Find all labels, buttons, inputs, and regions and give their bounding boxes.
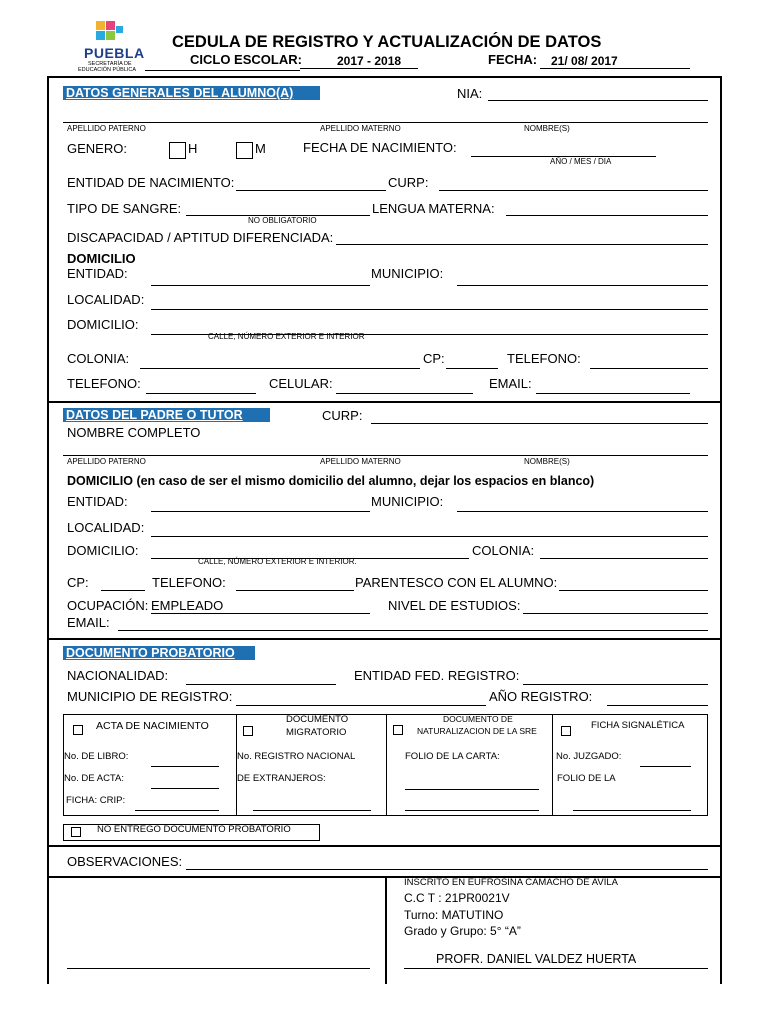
- curp-label: CURP:: [388, 175, 429, 190]
- alumno-entidad-label: ENTIDAD:: [67, 266, 128, 281]
- padre-nombre-field[interactable]: [63, 455, 708, 456]
- turno-text: Turno: MATUTINO: [404, 908, 504, 922]
- tipo-sangre-label: TIPO DE SANGRE:: [67, 201, 182, 216]
- alumno-celular-field[interactable]: [336, 393, 473, 394]
- genero-h-checkbox[interactable]: [169, 142, 186, 159]
- padre-localidad-label: LOCALIDAD:: [67, 520, 145, 535]
- alumno-apellido-paterno-label: APELLIDO PATERNO: [67, 124, 146, 133]
- padre-email-label: EMAIL:: [67, 615, 110, 630]
- naturalizacion-folio-label: FOLIO DE LA CARTA:: [405, 751, 500, 762]
- naturalizacion-checkbox[interactable]: [393, 725, 403, 735]
- alumno-email-field[interactable]: [536, 393, 690, 394]
- nia-field[interactable]: [488, 100, 708, 101]
- fecha-value[interactable]: 21/ 08/ 2017: [551, 54, 618, 68]
- padre-cp-field[interactable]: [101, 590, 145, 591]
- anio-reg-field[interactable]: [607, 705, 708, 706]
- padre-section-title: DATOS DEL PADRE O TUTOR: [63, 408, 270, 422]
- alumno-localidad-label: LOCALIDAD:: [67, 292, 145, 307]
- anio-reg-label: AÑO REGISTRO:: [489, 689, 593, 704]
- acta-numero-field[interactable]: [151, 788, 219, 789]
- fecha-label: FECHA:: [488, 52, 538, 67]
- padre-ocupacion-value[interactable]: EMPLEADO: [151, 598, 224, 613]
- fecha-nac-hint: AÑO / MES / DIA: [550, 157, 612, 166]
- observaciones-label: OBSERVACIONES:: [67, 854, 183, 869]
- fecha-nac-label: FECHA DE NACIMIENTO:: [303, 140, 457, 155]
- padre-parentesco-field[interactable]: [559, 590, 708, 591]
- alumno-apellido-materno-label: APELLIDO MATERNO: [320, 124, 401, 133]
- ficha-title: FICHA SIGNALÉTICA: [591, 720, 685, 731]
- padre-domicilio-note-text: (en caso de ser el mismo domicilio del alumno, dejar los espacios en blanco): [132, 474, 595, 488]
- logo-sub2: EDUCACIÓN PÚBLICA: [78, 67, 137, 73]
- acta-ficha-label: FICHA: CRIP:: [66, 795, 126, 806]
- padre-domicilio-label: DOMICILIO:: [67, 543, 139, 558]
- alumno-telefono2-label: TELEFONO:: [67, 376, 141, 391]
- migratorio-title2: MIGRATORIO: [286, 727, 347, 738]
- padre-localidad-field[interactable]: [151, 536, 708, 537]
- alumno-municipio-field[interactable]: [457, 285, 708, 286]
- form-title: CEDULA DE REGISTRO Y ACTUALIZACIÓN DE DATOS: [172, 33, 602, 51]
- alumno-email-label: EMAIL:: [489, 376, 532, 391]
- padre-domicilio-note: [67, 474, 594, 489]
- padre-nombre-completo: NOMBRE COMPLETO: [67, 425, 201, 440]
- curp-field[interactable]: [439, 190, 708, 191]
- logo-name: PUEBLA: [84, 45, 145, 61]
- migratorio-extranjeros-label: DE EXTRANJEROS:: [237, 773, 326, 784]
- genero-h-label: H: [188, 141, 198, 156]
- alumno-colonia-label: COLONIA:: [67, 351, 130, 366]
- acta-ficha-field[interactable]: [135, 810, 219, 811]
- alumno-nombres-label: NOMBRE(S): [524, 124, 570, 133]
- municipio-reg-label: MUNICIPIO DE REGISTRO:: [67, 689, 233, 704]
- padre-municipio-field[interactable]: [457, 511, 708, 512]
- genero-m-checkbox[interactable]: [236, 142, 253, 159]
- lengua-label: LENGUA MATERNA:: [372, 201, 495, 216]
- padre-ocupacion-label: OCUPACIÓN:: [67, 598, 149, 613]
- no-entrego-label: NO ENTREGO DOCUMENTO PROBATORIO: [97, 824, 291, 835]
- observaciones-field[interactable]: [186, 869, 708, 870]
- entidad-nac-field[interactable]: [236, 190, 386, 191]
- padre-telefono-field[interactable]: [236, 590, 354, 591]
- logo-sub1: SECRETARÍA DE: [88, 61, 132, 67]
- migratorio-field[interactable]: [253, 810, 371, 811]
- documento-section-title: DOCUMENTO PROBATORIO: [63, 646, 255, 660]
- acta-libro-label: No. DE LIBRO:: [64, 751, 129, 762]
- alumno-domicilio-label: DOMICILIO:: [67, 317, 139, 332]
- nia-label: NIA:: [457, 86, 483, 101]
- padre-apellido-paterno-label: APELLIDO PATERNO: [67, 457, 146, 466]
- discapacidad-label: DISCAPACIDAD / APTITUD DIFERENCIADA:: [67, 230, 334, 245]
- migratorio-title1: DOCUMENTO: [286, 714, 349, 725]
- discapacidad-field[interactable]: [336, 244, 708, 245]
- padre-colonia-field[interactable]: [540, 558, 708, 559]
- entidad-fed-field[interactable]: [523, 684, 708, 685]
- padre-cp-label: CP:: [67, 575, 89, 590]
- padre-nivel-label: NIVEL DE ESTUDIOS:: [388, 598, 521, 613]
- padre-entidad-label: ENTIDAD:: [67, 494, 128, 509]
- no-obligatorio-hint: NO OBLIGATORIO: [248, 216, 317, 225]
- alumno-entidad-field[interactable]: [151, 285, 370, 286]
- ficha-folio-label: FOLIO DE LA: [557, 773, 616, 784]
- lengua-field[interactable]: [506, 215, 708, 216]
- profesor-name: PROFR. DANIEL VALDEZ HUERTA: [436, 952, 637, 966]
- padre-municipio-label: MUNICIPIO:: [371, 494, 444, 509]
- puebla-logo: [76, 18, 144, 74]
- naturalizacion-folio-field[interactable]: [405, 789, 539, 790]
- alumno-municipio-label: MUNICIPIO:: [371, 266, 444, 281]
- genero-m-label: M: [255, 141, 266, 156]
- padre-entidad-field[interactable]: [151, 511, 370, 512]
- acta-libro-field[interactable]: [151, 766, 219, 767]
- padre-domicilio-note-bold: DOMICILIO: [67, 474, 133, 488]
- genero-label: GENERO:: [67, 141, 127, 156]
- alumno-telefono2-field[interactable]: [146, 393, 256, 394]
- entidad-fed-label: ENTIDAD FED. REGISTRO:: [354, 668, 520, 683]
- alumno-telefono-label: TELEFONO:: [507, 351, 581, 366]
- firma-line[interactable]: [67, 968, 370, 969]
- acta-checkbox[interactable]: [73, 725, 83, 735]
- padre-parentesco-label: PARENTESCO CON EL ALUMNO:: [355, 575, 558, 590]
- alumno-domicilio-heading: DOMICILIO: [67, 251, 136, 266]
- no-entrego-checkbox[interactable]: [71, 827, 81, 837]
- ciclo-value[interactable]: 2017 - 2018: [337, 54, 402, 68]
- ciclo-label: CICLO ESCOLAR:: [190, 52, 302, 67]
- logo-mark-icon: [76, 18, 144, 48]
- padre-nombres-label: NOMBRE(S): [524, 457, 570, 466]
- naturalizacion-title1: DOCUMENTO DE: [443, 714, 513, 724]
- padre-calle-hint: CALLE, NÚMERO EXTERIOR E INTERIOR.: [198, 557, 357, 566]
- padre-email-field[interactable]: [118, 630, 708, 631]
- grado-text: Grado y Grupo: 5° “A”: [404, 924, 521, 938]
- padre-apellido-materno-label: APELLIDO MATERNO: [320, 457, 401, 466]
- cct-text: C.C T : 21PR0021V: [404, 891, 510, 905]
- naturalizacion-title2: NATURALIZACION DE LA SRE: [417, 726, 537, 736]
- nacionalidad-field[interactable]: [186, 684, 336, 685]
- ficha-juzgado-label: No. JUZGADO:: [556, 751, 622, 762]
- entidad-nac-label: ENTIDAD DE NACIMIENTO:: [67, 175, 235, 190]
- alumno-cp-field[interactable]: [446, 368, 498, 369]
- alumno-celular-label: CELULAR:: [269, 376, 333, 391]
- municipio-reg-field[interactable]: [236, 705, 486, 706]
- acta-numero-label: No. DE ACTA:: [64, 773, 125, 784]
- nacionalidad-label: NACIONALIDAD:: [67, 668, 169, 683]
- ficha-folio-field[interactable]: [573, 810, 691, 811]
- padre-nivel-field[interactable]: [523, 613, 708, 614]
- alumno-calle-hint: CALLE, NÚMERO EXTERIOR E INTERIOR: [208, 332, 365, 341]
- profesor-signature-line[interactable]: [404, 968, 708, 969]
- acta-title: ACTA DE NACIMIENTO: [96, 720, 209, 732]
- padre-curp-field[interactable]: [371, 423, 708, 424]
- padre-curp-label: CURP:: [322, 408, 363, 423]
- padre-telefono-label: TELEFONO:: [152, 575, 226, 590]
- alumno-cp-label: CP:: [423, 351, 445, 366]
- ficha-checkbox[interactable]: [561, 726, 571, 736]
- migratorio-registro-label: No. REGISTRO NACIONAL: [237, 751, 356, 762]
- alumno-nombre-field[interactable]: [63, 122, 708, 123]
- alumno-section-title: DATOS GENERALES DEL ALUMNO(A): [63, 86, 320, 100]
- padre-colonia-label: COLONIA:: [472, 543, 535, 558]
- alumno-colonia-field[interactable]: [140, 368, 420, 369]
- ficha-juzgado-field[interactable]: [640, 766, 691, 767]
- alumno-localidad-field[interactable]: [151, 309, 708, 310]
- alumno-telefono-field[interactable]: [590, 368, 708, 369]
- migratorio-checkbox[interactable]: [243, 726, 253, 736]
- inscrito-text: INSCRITO EN EUFROSINA CAMACHO DE AVILA: [404, 877, 618, 888]
